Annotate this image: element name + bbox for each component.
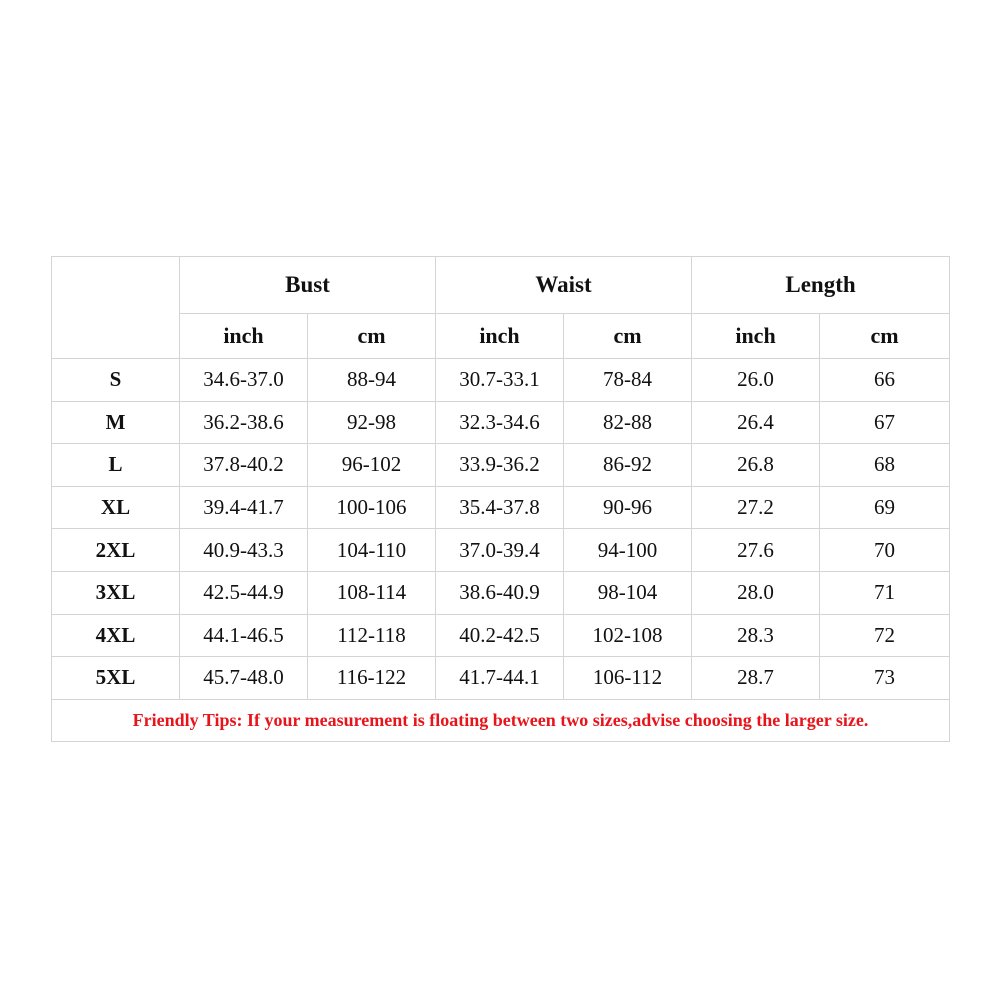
table-cell: 78-84 (564, 359, 692, 402)
size-label: L (52, 444, 180, 487)
table-cell: 27.2 (692, 486, 820, 529)
table-cell: 88-94 (308, 359, 436, 402)
unit-header-length-cm: cm (820, 314, 950, 359)
table-cell: 92-98 (308, 401, 436, 444)
table-cell: 27.6 (692, 529, 820, 572)
table-cell: 100-106 (308, 486, 436, 529)
unit-header-bust-cm: cm (308, 314, 436, 359)
table-row (52, 401, 950, 444)
table-cell: 116-122 (308, 657, 436, 700)
table-cell: 108-114 (308, 571, 436, 614)
table-cell: 32.3-34.6 (436, 401, 564, 444)
table-cell: 82-88 (564, 401, 692, 444)
table-cell: 102-108 (564, 614, 692, 657)
group-header-waist: Waist (436, 257, 692, 314)
size-label: M (52, 401, 180, 444)
table-cell: 94-100 (564, 529, 692, 572)
unit-header-waist-cm: cm (564, 314, 692, 359)
table-cell: 26.8 (692, 444, 820, 487)
table-cell: 37.8-40.2 (180, 444, 308, 487)
table-cell: 40.9-43.3 (180, 529, 308, 572)
table-cell: 34.6-37.0 (180, 359, 308, 402)
table-cell: 28.3 (692, 614, 820, 657)
table-cell: 45.7-48.0 (180, 657, 308, 700)
unit-header-waist-inch: inch (436, 314, 564, 359)
table-row (52, 657, 950, 700)
table-cell: 67 (820, 401, 950, 444)
table-cell: 44.1-46.5 (180, 614, 308, 657)
size-label: 4XL (52, 614, 180, 657)
table-cell: 28.0 (692, 571, 820, 614)
table-cell: 73 (820, 657, 950, 700)
table-cell: 40.2-42.5 (436, 614, 564, 657)
size-label: 3XL (52, 571, 180, 614)
table-cell: 86-92 (564, 444, 692, 487)
table-cell: 33.9-36.2 (436, 444, 564, 487)
table-cell: 98-104 (564, 571, 692, 614)
table-body (52, 359, 950, 742)
table-cell: 70 (820, 529, 950, 572)
table-cell: 42.5-44.9 (180, 571, 308, 614)
table-row (52, 444, 950, 487)
table-row (52, 359, 950, 402)
table-cell: 104-110 (308, 529, 436, 572)
table-cell: 36.2-38.6 (180, 401, 308, 444)
table-cell: 26.0 (692, 359, 820, 402)
table-cell: 106-112 (564, 657, 692, 700)
table-cell: 28.7 (692, 657, 820, 700)
table-row (52, 529, 950, 572)
tips-row (52, 699, 950, 741)
table-cell: 30.7-33.1 (436, 359, 564, 402)
table-cell: 96-102 (308, 444, 436, 487)
table-cell: 38.6-40.9 (436, 571, 564, 614)
table-row (52, 571, 950, 614)
group-header-length: Length (692, 257, 950, 314)
table-cell: 68 (820, 444, 950, 487)
table-cell: 90-96 (564, 486, 692, 529)
table-cell: 39.4-41.7 (180, 486, 308, 529)
table-cell: 112-118 (308, 614, 436, 657)
size-label: S (52, 359, 180, 402)
table-cell: 41.7-44.1 (436, 657, 564, 700)
group-header-row (52, 257, 950, 314)
table-cell: 66 (820, 359, 950, 402)
unit-header-bust-inch: inch (180, 314, 308, 359)
size-label: 2XL (52, 529, 180, 572)
table-cell: 69 (820, 486, 950, 529)
size-chart-table (51, 256, 950, 742)
table-row (52, 486, 950, 529)
table-cell: 35.4-37.8 (436, 486, 564, 529)
table-cell: 26.4 (692, 401, 820, 444)
table-cell: 72 (820, 614, 950, 657)
friendly-tips: Friendly Tips: If your measurement is floating between two sizes,advise choosing the larger size. (52, 699, 950, 741)
size-label: XL (52, 486, 180, 529)
group-header-bust: Bust (180, 257, 436, 314)
table-cell: 37.0-39.4 (436, 529, 564, 572)
table-cell: 71 (820, 571, 950, 614)
unit-header-length-inch: inch (692, 314, 820, 359)
size-label: 5XL (52, 657, 180, 700)
table-row (52, 614, 950, 657)
corner-cell (52, 257, 180, 359)
unit-header-row (52, 314, 950, 359)
